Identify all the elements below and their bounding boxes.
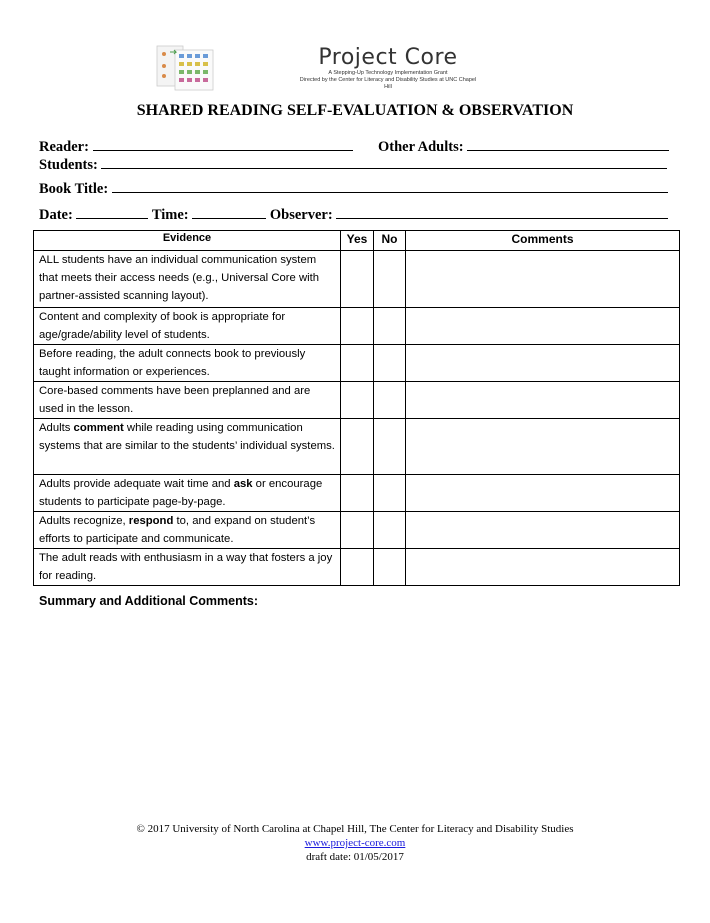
comments-cell[interactable]	[406, 512, 680, 549]
comments-cell[interactable]	[406, 382, 680, 419]
evidence-header: Evidence	[34, 231, 341, 251]
evidence-cell	[34, 512, 341, 549]
comments-cell[interactable]	[406, 419, 680, 475]
logo-subtitle-1: A Stepping-Up Technology Implementation Grant	[328, 70, 448, 76]
yes-cell[interactable]	[341, 512, 374, 549]
no-cell[interactable]	[374, 382, 406, 419]
evidence-text: Adults provide adequate wait time and	[39, 478, 234, 490]
book-title-row	[39, 180, 668, 198]
table-row	[34, 251, 680, 308]
yes-cell[interactable]	[341, 475, 374, 512]
reader-label: Reader:	[39, 139, 89, 155]
yes-cell[interactable]	[341, 308, 374, 345]
book-title-label: Book Title:	[39, 181, 109, 197]
website-link[interactable]: www.project-core.com	[304, 837, 406, 849]
other-adults-row	[378, 138, 669, 156]
no-header: No	[374, 231, 406, 251]
table-header-row	[34, 231, 680, 251]
table-row	[34, 419, 680, 475]
table-row	[34, 308, 680, 345]
table-row	[34, 345, 680, 382]
comments-cell[interactable]	[406, 345, 680, 382]
reader-row	[39, 138, 353, 156]
other-adults-line[interactable]	[467, 138, 669, 151]
students-line[interactable]	[101, 156, 667, 169]
evidence-text: Core-based comments have been preplanned and are used in the lesson.	[39, 385, 311, 415]
logo	[155, 44, 555, 94]
no-cell[interactable]	[374, 419, 406, 475]
observer-line[interactable]	[336, 206, 668, 219]
other-adults-label: Other Adults:	[378, 139, 464, 155]
comments-cell[interactable]	[406, 475, 680, 512]
students-row	[39, 156, 667, 174]
no-cell[interactable]	[374, 549, 406, 586]
no-cell[interactable]	[374, 475, 406, 512]
no-cell[interactable]	[374, 512, 406, 549]
comments-cell[interactable]	[406, 549, 680, 586]
logo-board-image	[155, 44, 217, 92]
evidence-emphasis: respond	[128, 515, 174, 527]
observer-label: Observer:	[269, 207, 333, 223]
no-cell[interactable]	[374, 251, 406, 308]
evaluation-table	[33, 230, 680, 586]
comments-cell[interactable]	[406, 308, 680, 345]
logo-subtitle-2: Directed by the Center for Literacy and Disability Studies at UNC Chapel Hill	[299, 77, 477, 90]
date-label: Date:	[39, 207, 73, 223]
evidence-cell	[34, 549, 341, 586]
evidence-text: Before reading, the adult connects book to previously taught information or experiences.	[39, 348, 306, 378]
table-row	[34, 475, 680, 512]
footer	[0, 822, 710, 864]
evidence-text-rest: or encourage students to participate page-by-page.	[39, 478, 323, 508]
yes-cell[interactable]	[341, 382, 374, 419]
comments-cell[interactable]	[406, 251, 680, 308]
yes-cell[interactable]	[341, 345, 374, 382]
book-title-line[interactable]	[112, 180, 668, 193]
evidence-cell	[34, 251, 341, 308]
evidence-cell	[34, 308, 341, 345]
page-title: SHARED READING SELF-EVALUATION & OBSERVATION	[136, 102, 574, 119]
no-cell[interactable]	[374, 345, 406, 382]
yes-cell[interactable]	[341, 419, 374, 475]
copyright-text: © 2017 University of North Carolina at Chapel Hill, The Center for Literacy and Disability Studies	[136, 823, 574, 835]
yes-cell[interactable]	[341, 251, 374, 308]
evidence-text: Content and complexity of book is appropriate for age/grade/ability level of students.	[39, 311, 286, 341]
evidence-cell	[34, 382, 341, 419]
reader-line[interactable]	[93, 138, 353, 151]
evidence-text: Adults recognize,	[39, 515, 129, 527]
date-line[interactable]	[76, 206, 148, 219]
no-cell[interactable]	[374, 308, 406, 345]
table-row	[34, 549, 680, 586]
draft-date: draft date: 01/05/2017	[306, 851, 404, 863]
table-row	[34, 512, 680, 549]
table-row	[34, 382, 680, 419]
evidence-text: Adults	[39, 422, 74, 434]
evidence-text-rest: while reading using communication systems that are similar to the students’ individual systems.	[39, 422, 335, 452]
yes-cell[interactable]	[341, 549, 374, 586]
summary-label: Summary and Additional Comments:	[39, 594, 259, 608]
evidence-cell	[34, 475, 341, 512]
date-row	[39, 206, 668, 224]
evidence-text: ALL students have an individual communication system that meets their access needs (e.g., Universal Core with partner-assisted scanning layout).	[39, 254, 320, 302]
evidence-emphasis: comment	[73, 422, 124, 434]
comments-header: Comments	[406, 231, 680, 251]
time-label: Time:	[151, 207, 189, 223]
evidence-text-rest: to, and expand on student’s efforts to participate and communicate.	[39, 515, 316, 545]
time-line[interactable]	[192, 206, 266, 219]
yes-header: Yes	[341, 231, 374, 251]
evidence-cell	[34, 345, 341, 382]
evidence-text: The adult reads with enthusiasm in a way that fosters a joy for reading.	[39, 552, 333, 582]
evidence-emphasis: ask	[233, 478, 253, 490]
logo-title: Project Core	[318, 45, 458, 70]
evidence-cell	[34, 419, 341, 475]
students-label: Students:	[39, 157, 98, 173]
